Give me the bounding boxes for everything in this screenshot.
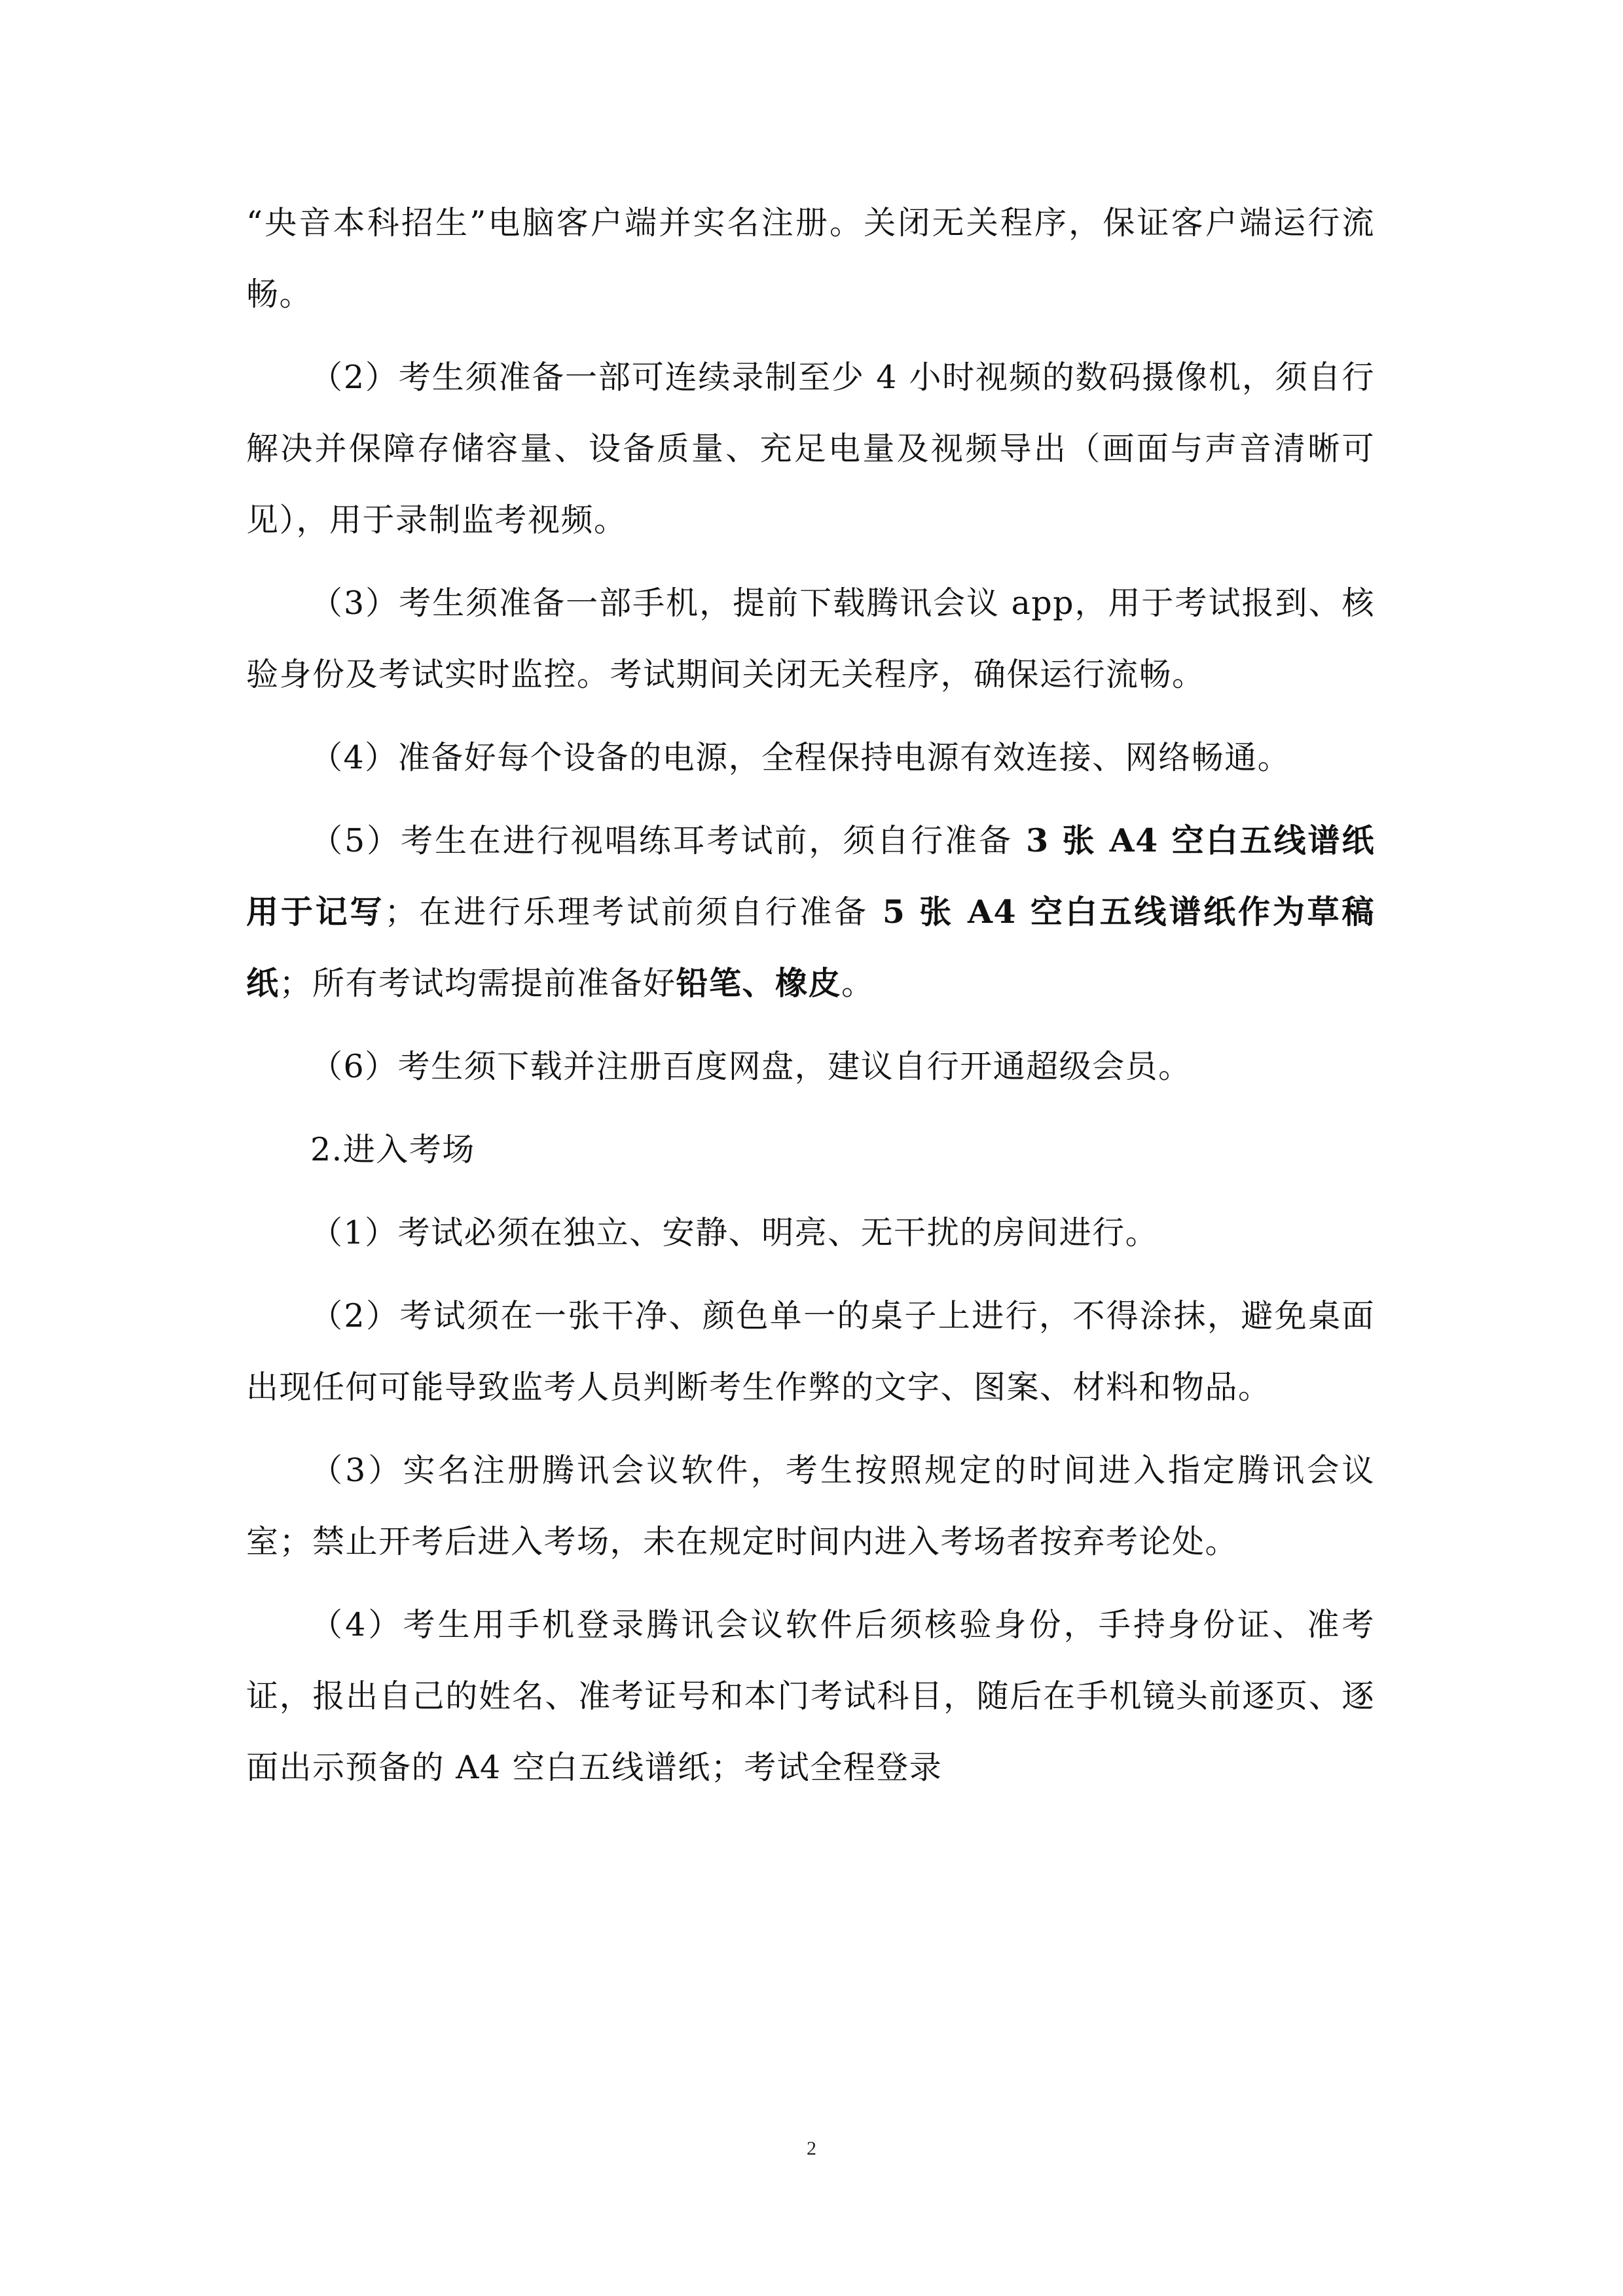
text-segment: （4）考生用手机登录腾讯会议软件后须核验身份，手持身份证、准考证，报出自己的姓名、准考证号和本门考试科目，随后在手机镜头前逐页、逐面出示预备的 A4 空白五线谱纸；考试全程登录: [246, 1606, 1375, 1786]
bold-text-segment: 5 张 A4 空白五线谱纸作为草稿纸: [246, 893, 1375, 1002]
text-segment: （6）考生须下载并注册百度网盘，建议自行开通超级会员。: [310, 1048, 1192, 1085]
text-segment: ；所有考试均需提前准备好: [279, 965, 676, 1002]
paragraph-baidu-netdisk: [246, 1031, 1375, 1102]
text-segment: 。: [841, 965, 875, 1002]
paragraph-camera: [246, 342, 1375, 556]
text-segment: （3）实名注册腾讯会议软件，考生按照规定的时间进入指定腾讯会议室；禁止开考后进入考场，未在规定时间内进入考场者按弃考论处。: [246, 1452, 1375, 1560]
text-segment: （3）考生须准备一部手机，提前下载腾讯会议 app，用于考试报到、核验身份及考试实时监控。考试期间关闭无关程序，确保运行流畅。: [246, 584, 1375, 693]
text-segment: （2）考生须准备一部可连续录制至少 4 小时视频的数码摄像机，须自行解决并保障存储容量、设备质量、充足电量及视频导出（画面与声音清晰可见），用于录制监考视频。: [246, 359, 1375, 539]
page-number: 2: [807, 2138, 816, 2159]
body-text: [246, 187, 1375, 1803]
paragraph-power: [246, 722, 1375, 793]
paragraph-phone: [246, 567, 1375, 710]
paragraph-identity-check: [246, 1589, 1375, 1803]
text-segment: “央音本科招生”电脑客户端并实名注册。关闭无关程序，保证客户端运行流畅。: [246, 204, 1375, 313]
text-segment: （5）考生在进行视唱练耳考试前，须自行准备: [310, 822, 1013, 859]
bold-text-segment: 3 张 A4 空白五线谱纸用于记写: [246, 821, 1375, 931]
paragraph-desk-requirement: [246, 1280, 1375, 1423]
text-segment: ；在进行乐理考试前须自行准备: [384, 893, 869, 931]
bold-text-segment: 铅笔、橡皮: [676, 964, 842, 1002]
text-segment: 2.进入考场: [310, 1131, 475, 1168]
text-segment: （4）准备好每个设备的电源，全程保持电源有效连接、网络畅通。: [310, 739, 1291, 776]
paragraph-meeting-entry: [246, 1435, 1375, 1577]
paragraph-client-registration: [246, 187, 1375, 330]
paragraph-staff-paper: [246, 805, 1375, 1019]
section-heading-enter-exam-room: [246, 1114, 1375, 1185]
text-segment: （2）考试须在一张干净、颜色单一的桌子上进行，不得涂抹，避免桌面出现任何可能导致监考人员判断考生作弊的文字、图案、材料和物品。: [246, 1297, 1375, 1406]
text-segment: （1）考试必须在独立、安静、明亮、无干扰的房间进行。: [310, 1214, 1159, 1251]
paragraph-room-requirement: [246, 1197, 1375, 1268]
